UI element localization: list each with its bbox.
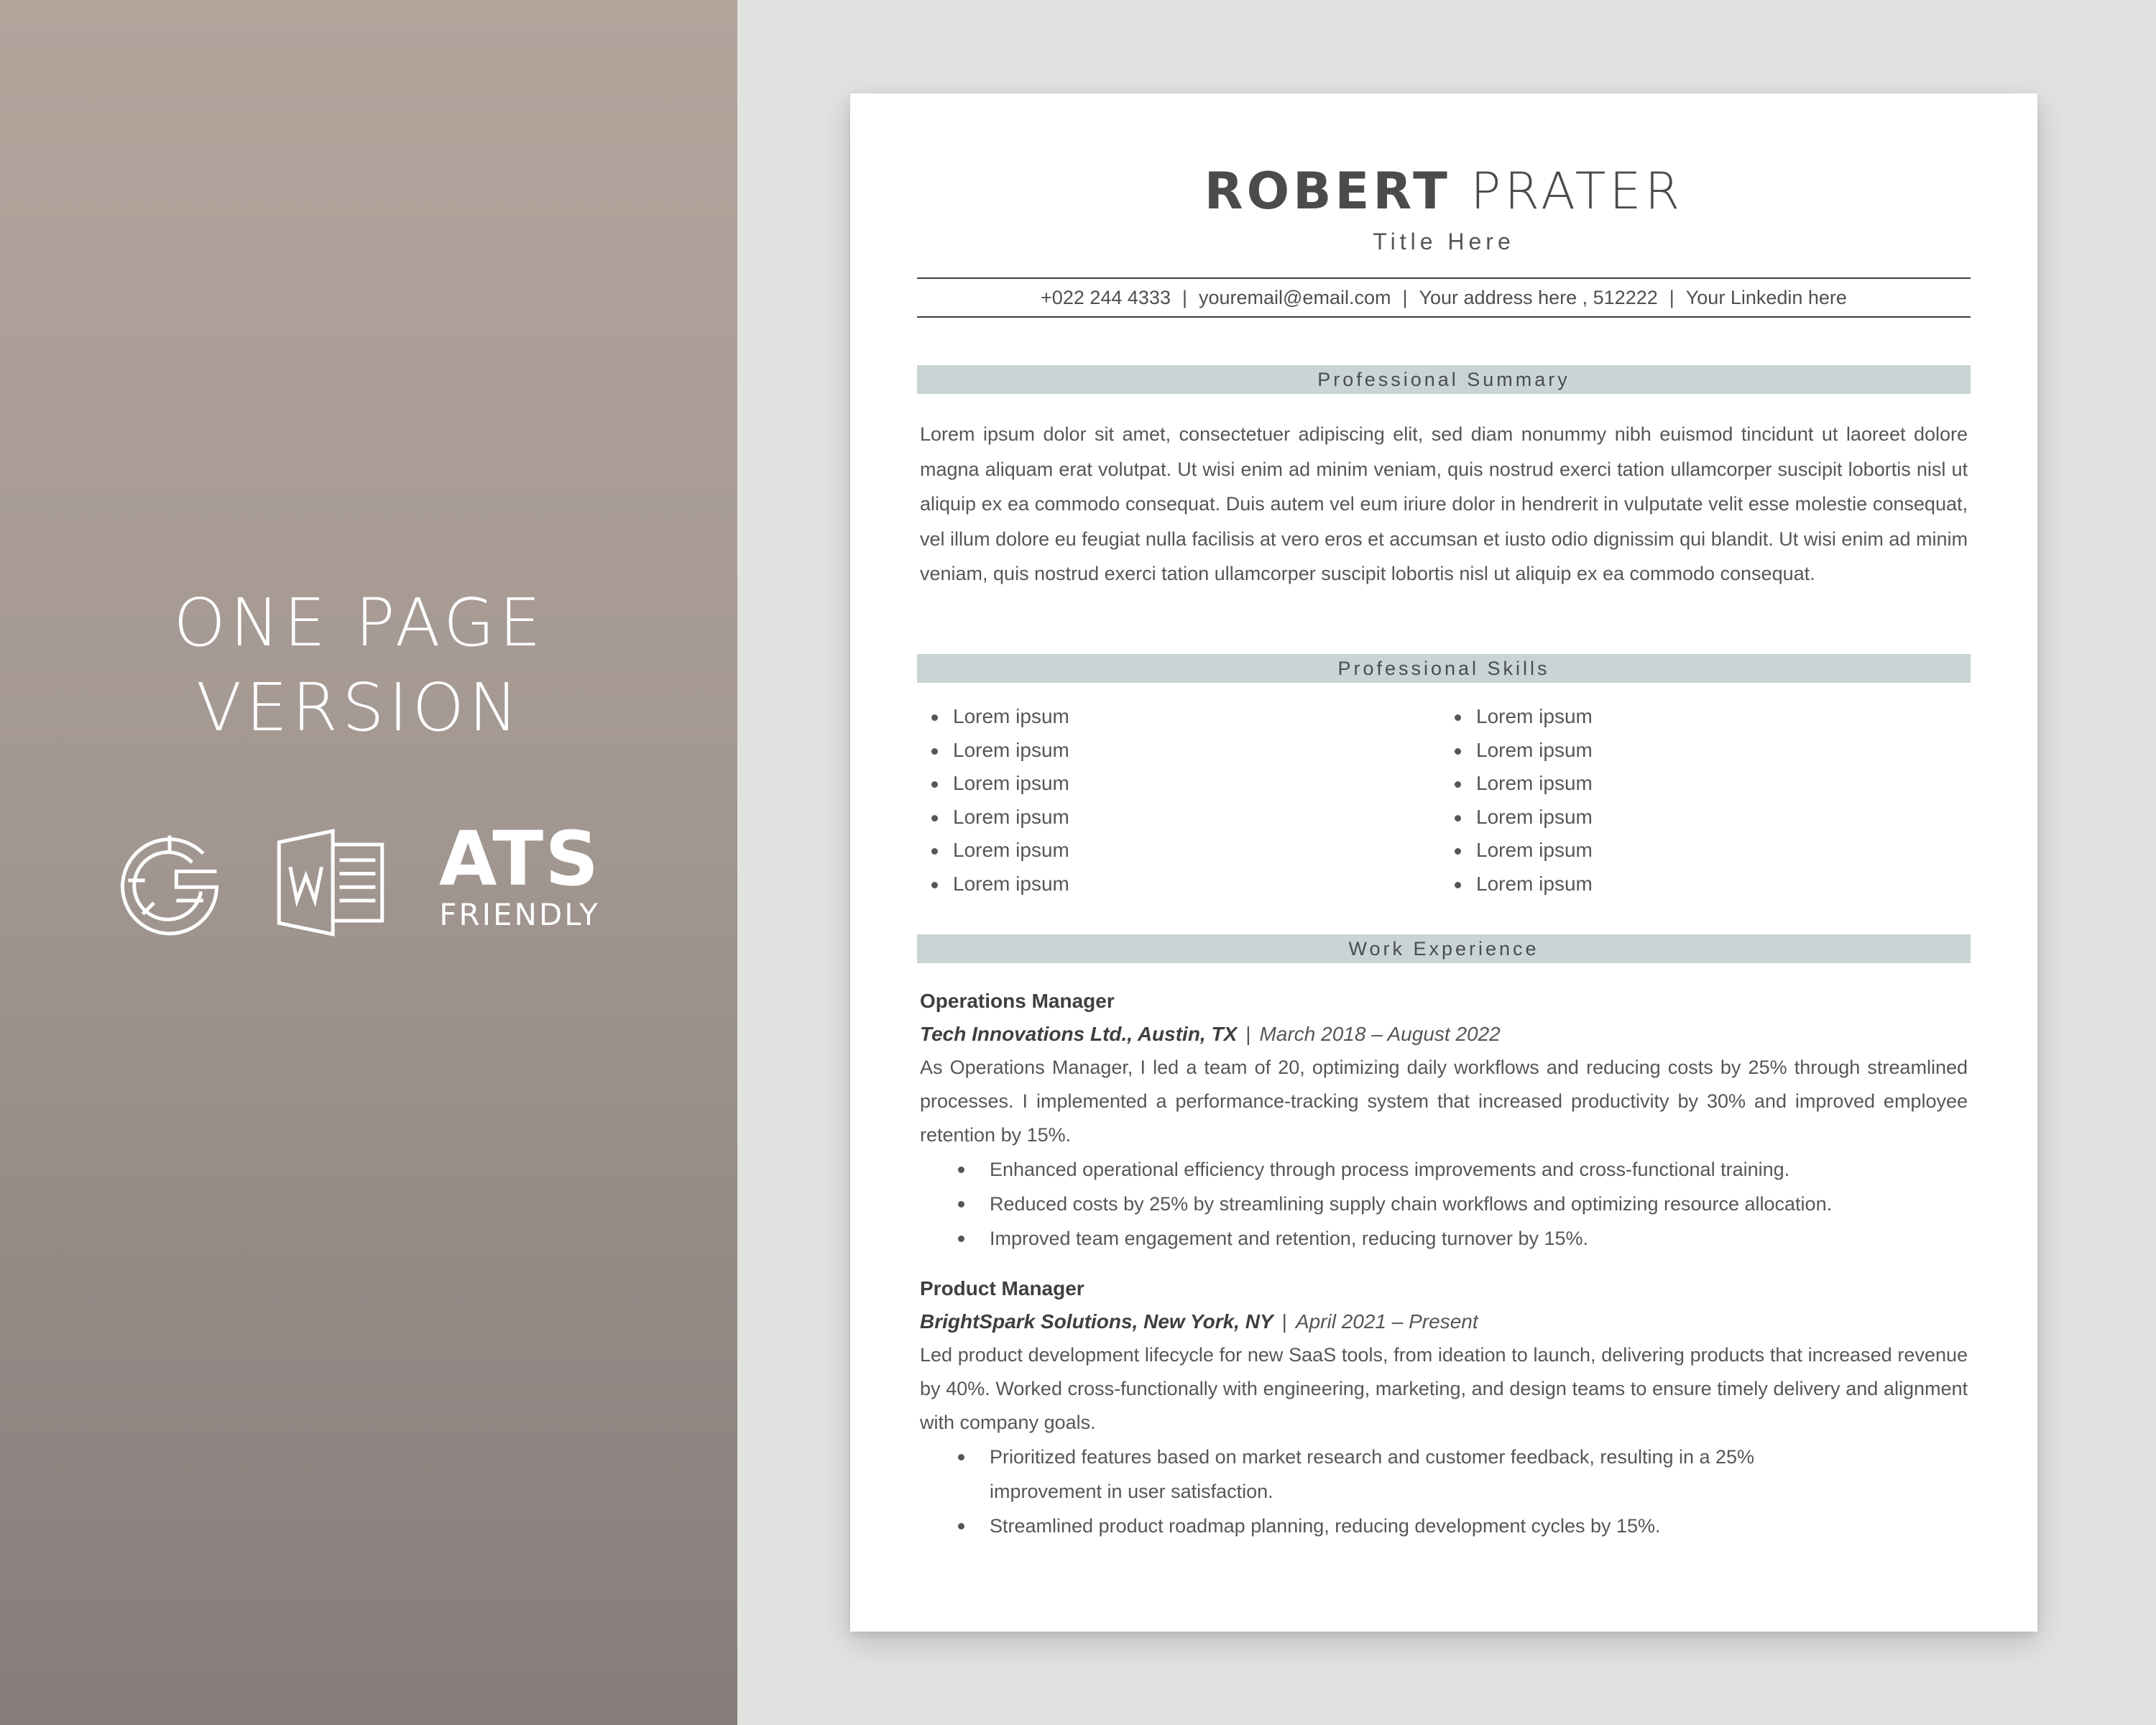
skill-item: Lorem ipsum bbox=[917, 834, 1348, 868]
resume-title: Title Here bbox=[1373, 229, 1515, 254]
skill-item: Lorem ipsum bbox=[1440, 868, 1871, 901]
job-bullet: Streamlined product roadmap planning, reducing development cycles by 15%. bbox=[920, 1509, 1968, 1543]
skill-item: Lorem ipsum bbox=[917, 767, 1348, 801]
contact-bar bbox=[917, 277, 1971, 318]
skills-column-right bbox=[1440, 700, 1871, 901]
skill-item: Lorem ipsum bbox=[917, 868, 1348, 901]
ats-friendly-badge bbox=[437, 815, 602, 932]
skills-heading: Professional Skills bbox=[917, 654, 1971, 683]
microsoft-word-icon bbox=[273, 827, 388, 939]
contact-linkedin: Your Linkedin here bbox=[1685, 286, 1847, 308]
job-bullet: Prioritized features based on market research and customer feedback, resulting in a 25% improvement in user satisfaction. bbox=[920, 1440, 1968, 1509]
contact-separator: | bbox=[1402, 286, 1408, 308]
job-bullet: Improved team engagement and retention, reducing turnover by 15%. bbox=[920, 1221, 1968, 1256]
job-bullet: Reduced costs by 25% by streamlining supply chain workflows and optimizing resource allocation. bbox=[920, 1187, 1968, 1221]
skill-item: Lorem ipsum bbox=[1440, 700, 1871, 734]
experience-heading: Work Experience bbox=[917, 934, 1971, 963]
contact-phone: +022 244 4333 bbox=[1041, 286, 1171, 308]
skills-column-left bbox=[917, 700, 1348, 901]
skill-item: Lorem ipsum bbox=[1440, 801, 1871, 834]
job-dates: April 2021 – Present bbox=[1295, 1310, 1478, 1333]
contact-separator: | bbox=[1669, 286, 1674, 308]
contact-separator: | bbox=[1181, 286, 1187, 308]
summary-heading: Professional Summary bbox=[917, 365, 1971, 394]
job-bullets bbox=[920, 1152, 1968, 1256]
promo-title bbox=[0, 581, 719, 750]
job-title: Product Manager bbox=[920, 1277, 1084, 1300]
job-dates: March 2018 – August 2022 bbox=[1259, 1023, 1501, 1045]
ats-sub-label: FRIENDLY bbox=[439, 897, 600, 932]
job-meta-separator: | bbox=[1245, 1023, 1251, 1045]
last-name: PRATER bbox=[1470, 162, 1684, 221]
job-meta bbox=[920, 1305, 1968, 1338]
job-bullets bbox=[920, 1440, 1968, 1543]
job-entry bbox=[920, 1272, 1968, 1543]
job-bullet: Enhanced operational efficiency through process improvements and cross-functional training. bbox=[920, 1152, 1968, 1187]
skill-item: Lorem ipsum bbox=[917, 734, 1348, 768]
skill-item: Lorem ipsum bbox=[1440, 767, 1871, 801]
skill-item: Lorem ipsum bbox=[1440, 734, 1871, 768]
job-meta-separator: | bbox=[1281, 1310, 1287, 1333]
resume-page bbox=[850, 93, 2037, 1632]
job-description: Led product development lifecycle for new SaaS tools, from ideation to launch, delivering products that increased revenue by 40%. Worked cross-functionally with engineering, marketing, and design teams to ensure timely delivery and alignment with company goals. bbox=[920, 1344, 1968, 1433]
contact-address: Your address here , 512222 bbox=[1419, 286, 1658, 308]
job-title: Operations Manager bbox=[920, 990, 1115, 1012]
job-entry bbox=[920, 985, 1968, 1256]
contact-email: youremail@email.com bbox=[1198, 286, 1391, 308]
summary-text: Lorem ipsum dolor sit amet, consectetuer adipiscing elit, sed diam nonummy nibh euismod tincidunt ut laoreet dolore magna aliquam erat volutpat. Ut wisi enim ad minim veniam, quis nostrud exerci tation ullamcorper suscipit lobortis nisl ut aliquip ex ea commodo consequat. Duis autem vel eum iriure dolor in hendrerit in vulputate velit esse molestie consequat, vel illum dolore eu feugiat nulla facilisis at vero eros et accumsan et iusto odio dignissim qui blandit. Ut wisi enim ad minim veniam, quis nostrud exerci tation ullamcorper suscipit lobortis nisl ut aliquip ex ea commodo consequat. bbox=[920, 423, 1968, 585]
promo-panel bbox=[0, 0, 737, 1725]
resume-name bbox=[917, 162, 1971, 220]
job-company: Tech Innovations Ltd., Austin, TX bbox=[920, 1023, 1238, 1045]
skill-item: Lorem ipsum bbox=[917, 801, 1348, 834]
skill-item: Lorem ipsum bbox=[917, 700, 1348, 734]
promo-title-line2: VERSION bbox=[196, 669, 522, 746]
job-meta bbox=[920, 1018, 1968, 1051]
skill-item: Lorem ipsum bbox=[1440, 834, 1871, 868]
first-name: ROBERT bbox=[1204, 162, 1451, 221]
ats-label: ATS bbox=[438, 815, 601, 903]
job-company: BrightSpark Solutions, New York, NY bbox=[920, 1310, 1273, 1333]
google-docs-icon bbox=[114, 827, 226, 939]
promo-title-line1: ONE PAGE bbox=[173, 584, 545, 661]
job-description: As Operations Manager, I led a team of 20, optimizing daily workflows and reducing costs by 25% through streamlined processes. I implemented a performance-tracking system that increased productivity by 30% and improved employee retention by 15%. bbox=[920, 1057, 1968, 1146]
